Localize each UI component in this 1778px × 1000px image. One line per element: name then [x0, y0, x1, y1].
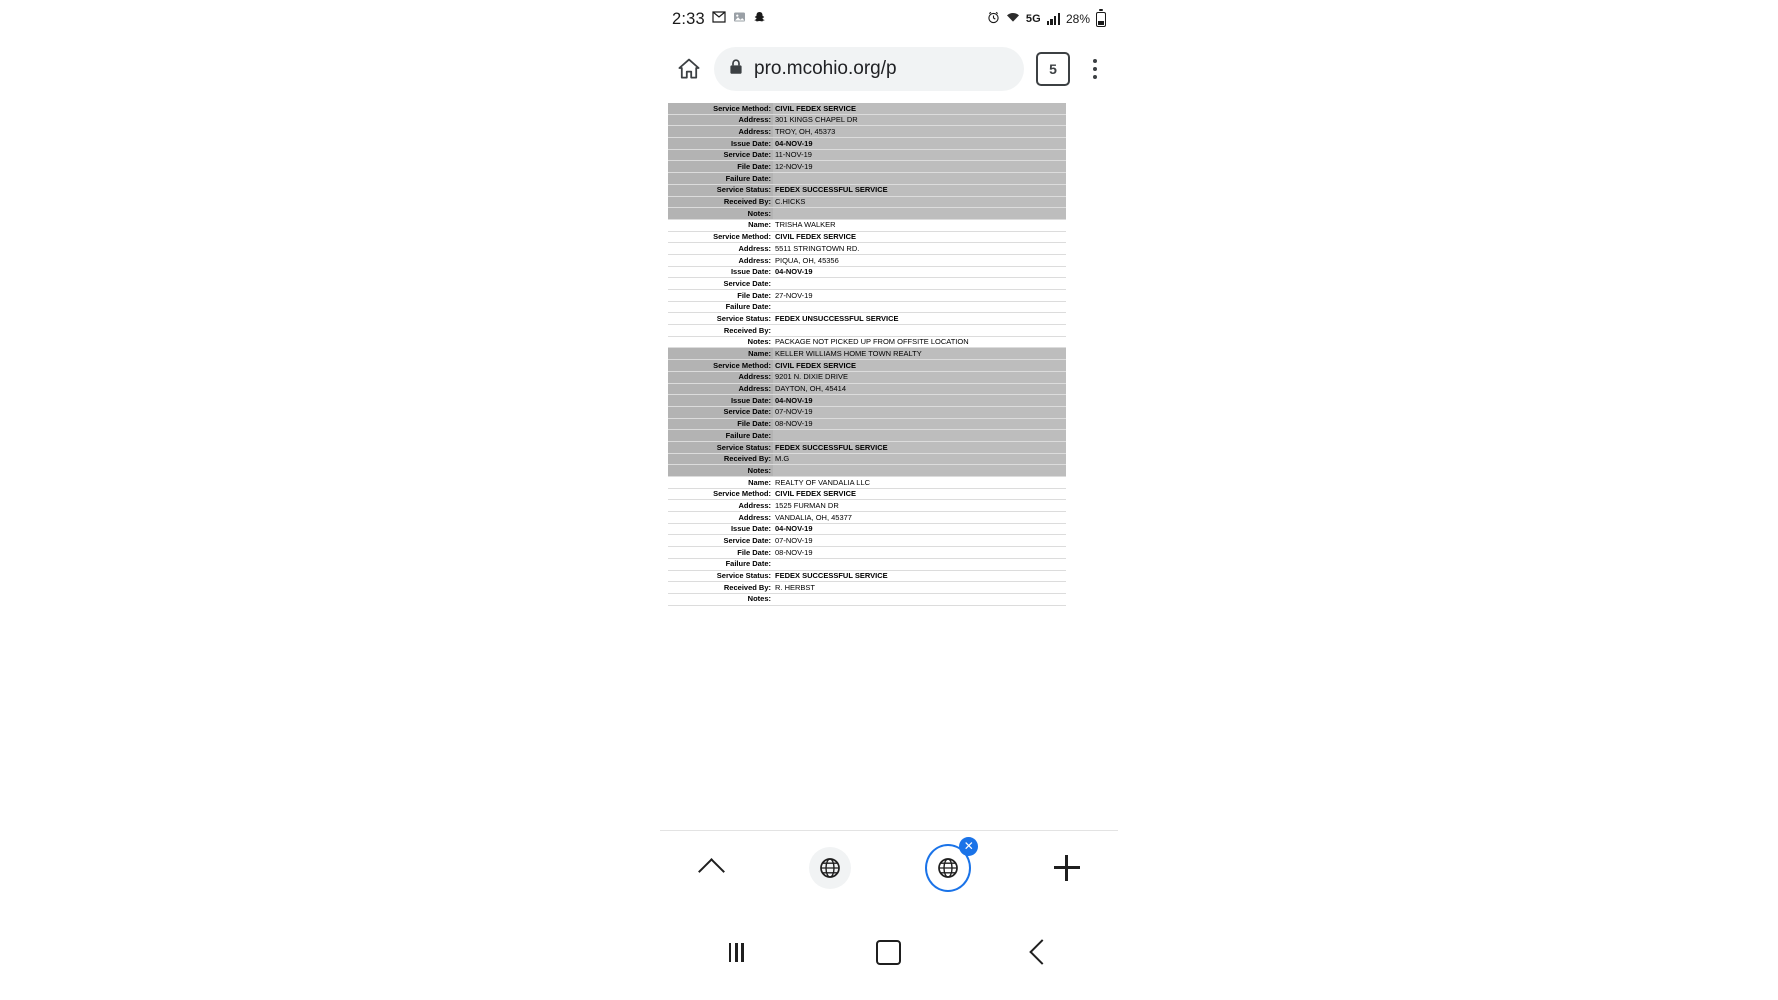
table-row	[668, 371, 1066, 383]
row-value: PACKAGE NOT PICKED UP FROM OFFSITE LOCATION	[773, 336, 1066, 348]
row-label: Service Method:	[668, 488, 773, 500]
row-value: 9201 N. DIXIE DRIVE	[773, 371, 1066, 383]
row-value: 08-NOV-19	[773, 418, 1066, 430]
row-value: R. HERBST	[773, 582, 1066, 594]
row-value	[773, 173, 1066, 185]
row-value	[773, 301, 1066, 313]
table-row	[668, 149, 1066, 161]
row-value	[773, 278, 1066, 290]
row-label: Failure Date:	[668, 173, 773, 185]
active-tab-indicator[interactable]	[925, 839, 974, 892]
home-nav-button[interactable]	[866, 929, 912, 975]
row-label: File Date:	[668, 290, 773, 302]
table-row	[668, 161, 1066, 173]
row-label: Service Date:	[668, 535, 773, 547]
table-row	[668, 126, 1066, 138]
row-value: FEDEX SUCCESSFUL SERVICE	[773, 570, 1066, 582]
table-row	[668, 360, 1066, 372]
row-label: Service Status:	[668, 184, 773, 196]
row-value: 5511 STRINGTOWN RD.	[773, 243, 1066, 255]
row-value: 04-NOV-19	[773, 138, 1066, 150]
row-label: Service Date:	[668, 406, 773, 418]
wifi-icon	[1006, 12, 1020, 27]
table-row	[668, 290, 1066, 302]
row-label: Name:	[668, 477, 773, 489]
close-icon[interactable]: ✕	[959, 837, 978, 856]
tab-thumbnail-inactive[interactable]	[807, 845, 853, 891]
row-value: FEDEX UNSUCCESSFUL SERVICE	[773, 313, 1066, 325]
row-label: Address:	[668, 126, 773, 138]
row-value	[773, 593, 1066, 605]
row-value: TROY, OH, 45373	[773, 126, 1066, 138]
url-text: pro.mcohio.org/p	[754, 58, 897, 79]
table-row	[668, 173, 1066, 185]
row-value	[773, 558, 1066, 570]
row-label: Received By:	[668, 582, 773, 594]
row-label: Name:	[668, 348, 773, 360]
row-label: File Date:	[668, 161, 773, 173]
row-value	[773, 208, 1066, 220]
row-label: Failure Date:	[668, 301, 773, 313]
row-value: M.G	[773, 453, 1066, 465]
table-row	[668, 208, 1066, 220]
collapse-button[interactable]	[688, 845, 734, 891]
table-row	[668, 558, 1066, 570]
table-row	[668, 313, 1066, 325]
phone-screen	[660, 0, 1118, 1000]
table-row	[668, 196, 1066, 208]
table-row	[668, 336, 1066, 348]
row-label: Service Method:	[668, 231, 773, 243]
table-row	[668, 547, 1066, 559]
row-label: Received By:	[668, 325, 773, 337]
table-row	[668, 395, 1066, 407]
row-value: CIVIL FEDEX SERVICE	[773, 231, 1066, 243]
browser-toolbar	[660, 38, 1118, 100]
chevron-up-icon	[698, 858, 725, 885]
bottom-toolbar	[660, 830, 1118, 904]
row-label: Name:	[668, 219, 773, 231]
snapchat-icon	[753, 11, 766, 27]
row-value: 11-NOV-19	[773, 149, 1066, 161]
table-row	[668, 301, 1066, 313]
row-label: Notes:	[668, 208, 773, 220]
row-label: Service Status:	[668, 570, 773, 582]
row-label: Received By:	[668, 453, 773, 465]
row-label: Notes:	[668, 336, 773, 348]
row-label: Service Method:	[668, 103, 773, 114]
table-row	[668, 488, 1066, 500]
tab-counter-button[interactable]: 5	[1036, 52, 1070, 86]
table-row	[668, 266, 1066, 278]
table-row	[668, 348, 1066, 360]
webview[interactable]	[660, 100, 1118, 782]
status-bar-left	[672, 10, 766, 29]
row-label: Service Status:	[668, 441, 773, 453]
table-row	[668, 430, 1066, 442]
row-value: CIVIL FEDEX SERVICE	[773, 360, 1066, 372]
row-value	[773, 465, 1066, 477]
new-tab-button[interactable]	[1044, 845, 1090, 891]
overflow-menu-icon[interactable]	[1080, 48, 1110, 90]
row-label: Issue Date:	[668, 266, 773, 278]
service-records-document	[668, 103, 1066, 606]
row-value: FEDEX SUCCESSFUL SERVICE	[773, 441, 1066, 453]
row-value: 27-NOV-19	[773, 290, 1066, 302]
row-label: Issue Date:	[668, 523, 773, 535]
row-label: Received By:	[668, 196, 773, 208]
messages-icon	[712, 11, 726, 27]
row-label: Address:	[668, 254, 773, 266]
table-row	[668, 593, 1066, 605]
back-nav-button[interactable]	[1019, 929, 1065, 975]
table-row	[668, 383, 1066, 395]
alarm-icon	[987, 11, 1000, 28]
row-value: 07-NOV-19	[773, 406, 1066, 418]
lock-icon	[728, 58, 744, 81]
row-value: VANDALIA, OH, 45377	[773, 512, 1066, 524]
row-label: Service Method:	[668, 360, 773, 372]
battery-icon	[1096, 12, 1106, 27]
row-value: PIQUA, OH, 45356	[773, 254, 1066, 266]
row-label: Address:	[668, 383, 773, 395]
table-row	[668, 582, 1066, 594]
row-label: Service Status:	[668, 313, 773, 325]
table-row	[668, 278, 1066, 290]
url-bar[interactable]	[714, 47, 1024, 91]
service-records-table	[668, 103, 1066, 606]
row-label: Address:	[668, 512, 773, 524]
row-value: CIVIL FEDEX SERVICE	[773, 488, 1066, 500]
table-row	[668, 523, 1066, 535]
table-row	[668, 219, 1066, 231]
row-value: 301 KINGS CHAPEL DR	[773, 114, 1066, 126]
table-row	[668, 243, 1066, 255]
row-label: File Date:	[668, 547, 773, 559]
row-label: Issue Date:	[668, 395, 773, 407]
row-value: REALTY OF VANDALIA LLC	[773, 477, 1066, 489]
table-row	[668, 500, 1066, 512]
table-row	[668, 477, 1066, 489]
android-nav-bar	[660, 904, 1118, 1000]
row-value: TRISHA WALKER	[773, 219, 1066, 231]
table-row	[668, 570, 1066, 582]
signal-bars-icon	[1047, 13, 1060, 25]
row-value: FEDEX SUCCESSFUL SERVICE	[773, 184, 1066, 196]
table-row	[668, 114, 1066, 126]
row-value	[773, 325, 1066, 337]
row-label: Address:	[668, 500, 773, 512]
row-label: Address:	[668, 371, 773, 383]
row-value	[773, 430, 1066, 442]
row-value: 04-NOV-19	[773, 395, 1066, 407]
row-label: Failure Date:	[668, 430, 773, 442]
row-label: Address:	[668, 243, 773, 255]
row-label: File Date:	[668, 418, 773, 430]
row-label: Service Date:	[668, 149, 773, 161]
table-body	[668, 103, 1066, 605]
table-row	[668, 512, 1066, 524]
table-row	[668, 535, 1066, 547]
tab-thumbnail-active[interactable]	[925, 839, 974, 891]
status-bar	[660, 0, 1118, 38]
back-chevron-icon	[1029, 939, 1054, 964]
row-label: Issue Date:	[668, 138, 773, 150]
row-value: KELLER WILLIAMS HOME TOWN REALTY	[773, 348, 1066, 360]
network-type-label: 5G	[1025, 13, 1041, 25]
table-row	[668, 441, 1066, 453]
plus-icon	[1054, 855, 1080, 881]
table-row	[668, 418, 1066, 430]
row-value: DAYTON, OH, 45414	[773, 383, 1066, 395]
status-clock: 2:33	[672, 9, 705, 28]
row-value: 12-NOV-19	[773, 161, 1066, 173]
row-label: Notes:	[668, 593, 773, 605]
table-row	[668, 325, 1066, 337]
gallery-icon	[733, 11, 746, 27]
row-value: 04-NOV-19	[773, 523, 1066, 535]
row-value: 1525 FURMAN DR	[773, 500, 1066, 512]
table-row	[668, 231, 1066, 243]
home-button[interactable]	[668, 48, 710, 90]
row-label: Notes:	[668, 465, 773, 477]
home-square-icon	[876, 940, 901, 965]
row-value: 07-NOV-19	[773, 535, 1066, 547]
recents-icon	[729, 943, 744, 962]
row-value: 08-NOV-19	[773, 547, 1066, 559]
row-value: CIVIL FEDEX SERVICE	[773, 103, 1066, 114]
battery-percent-label: 28%	[1065, 12, 1090, 26]
table-row	[668, 465, 1066, 477]
row-value: 04-NOV-19	[773, 266, 1066, 278]
row-label: Address:	[668, 114, 773, 126]
status-bar-right	[987, 11, 1106, 28]
globe-icon	[809, 847, 851, 889]
row-value: C.HICKS	[773, 196, 1066, 208]
table-row	[668, 103, 1066, 114]
row-label: Service Date:	[668, 278, 773, 290]
table-row	[668, 184, 1066, 196]
recents-button[interactable]	[713, 929, 759, 975]
table-row	[668, 453, 1066, 465]
table-row	[668, 254, 1066, 266]
table-row	[668, 406, 1066, 418]
row-label: Failure Date:	[668, 558, 773, 570]
table-row	[668, 138, 1066, 150]
